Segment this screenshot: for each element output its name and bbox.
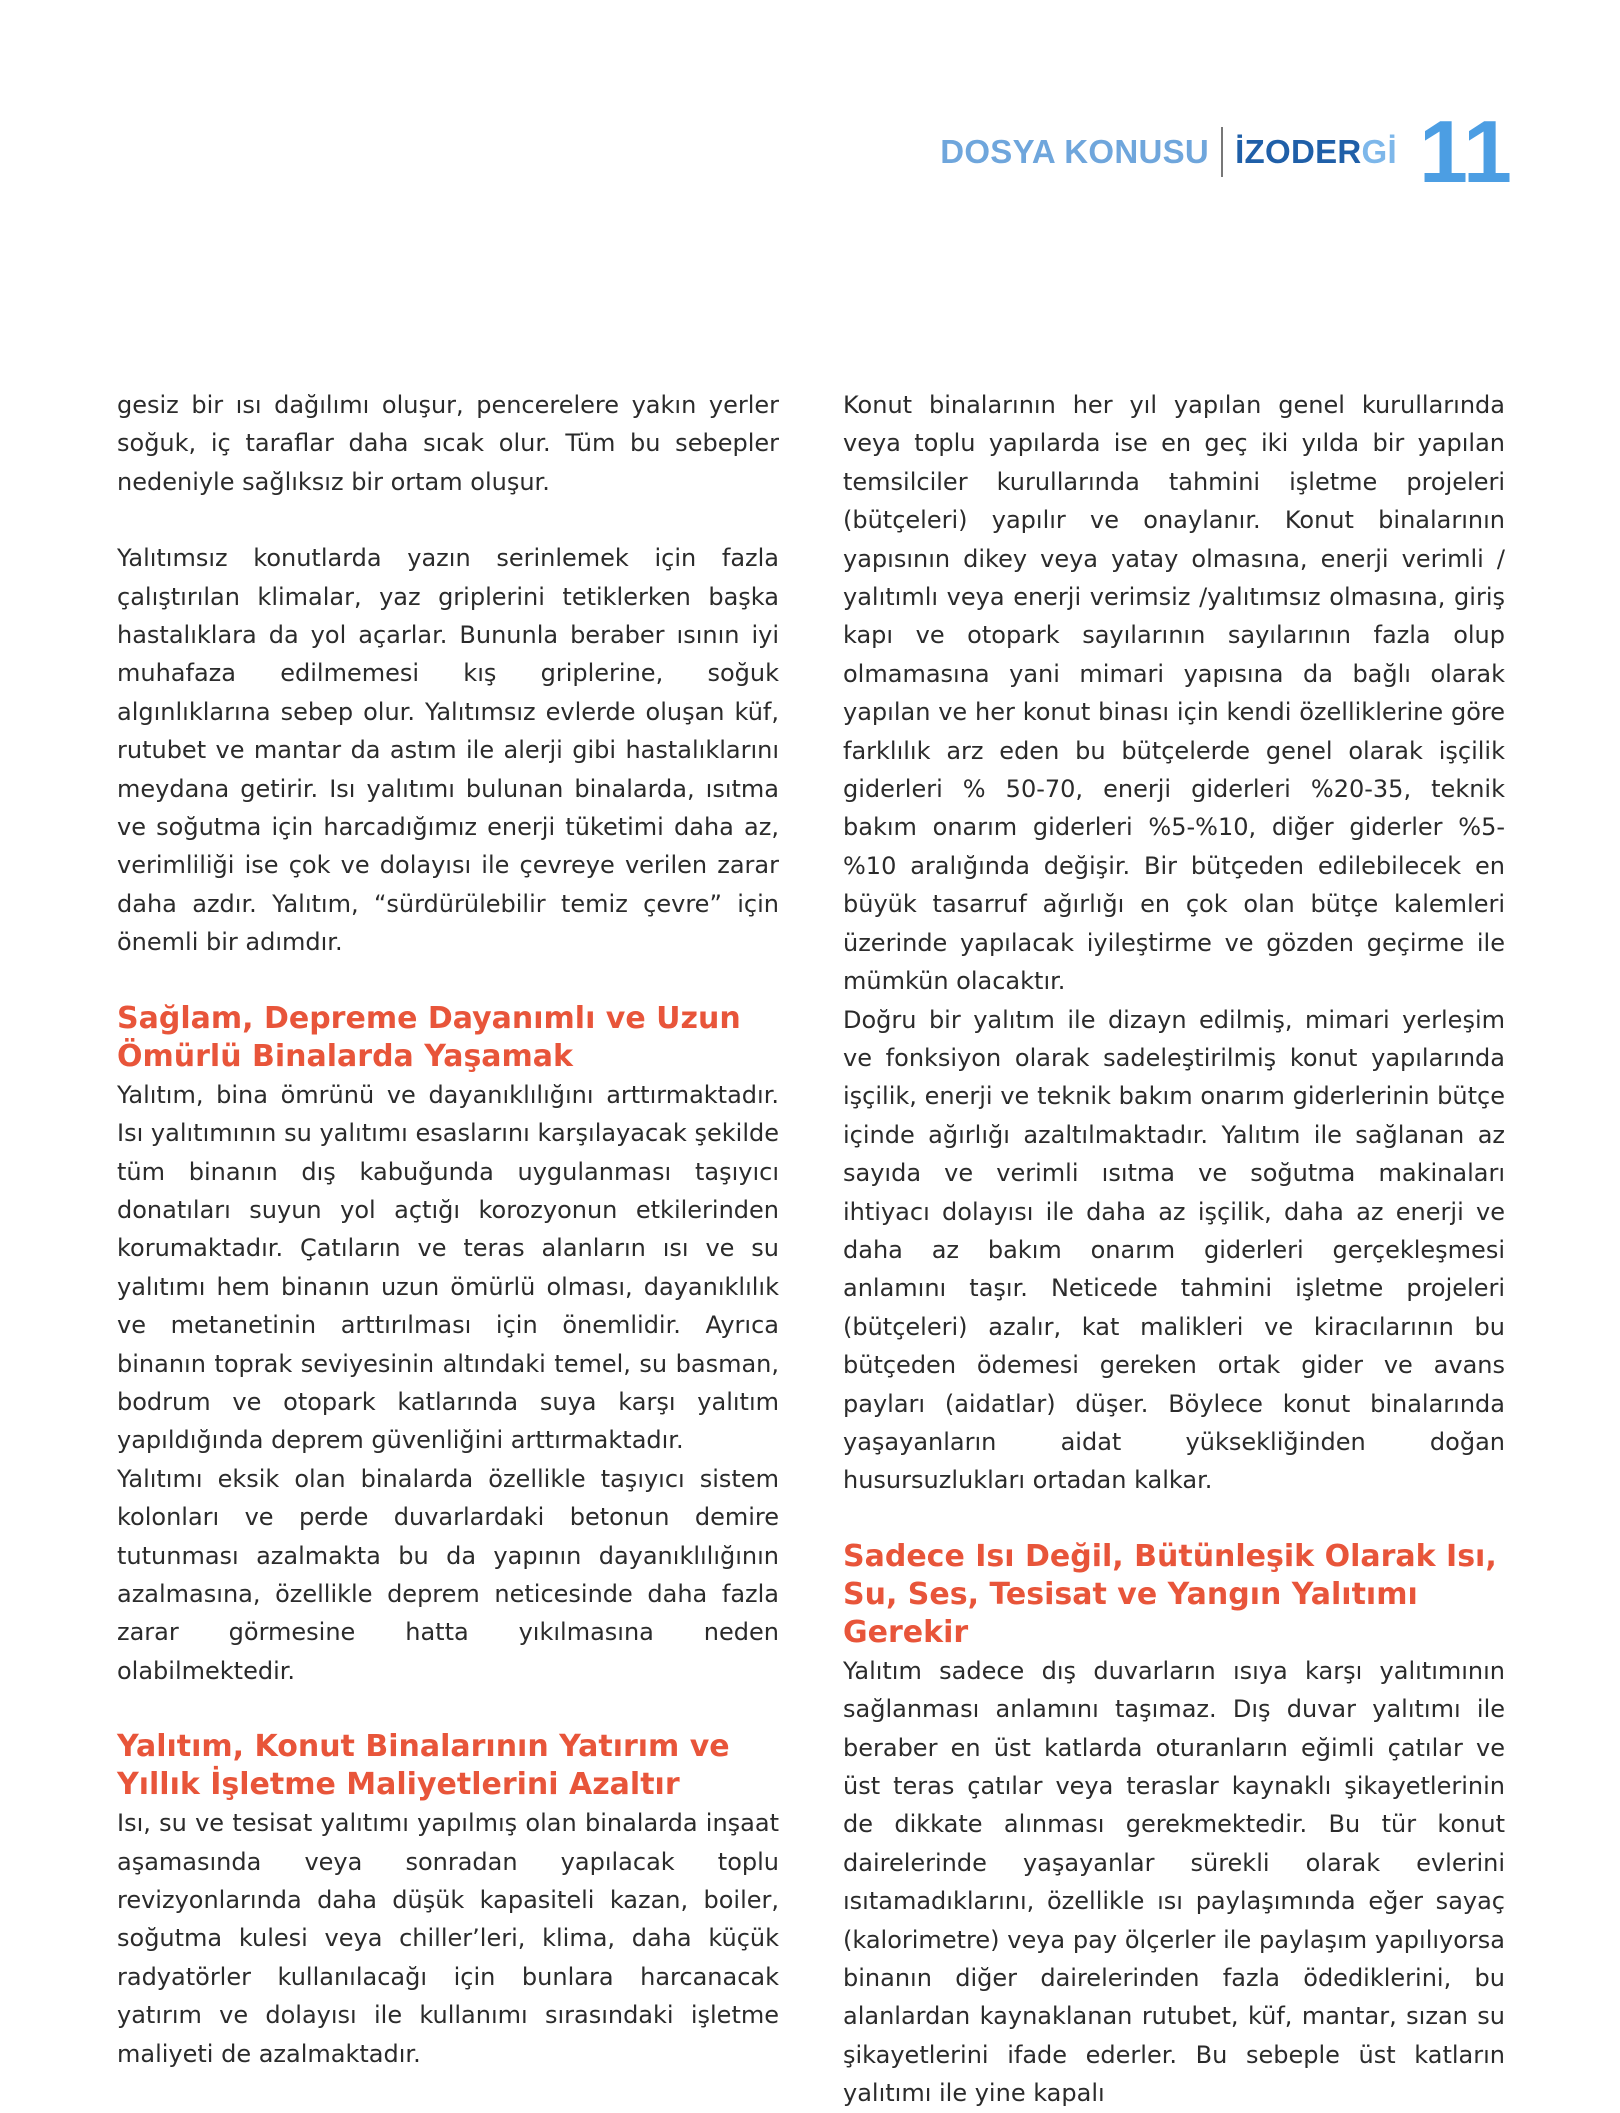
right-column xyxy=(843,386,1505,2113)
left-column xyxy=(117,386,779,2073)
section-heading: Yalıtım, Konut Binalarının Yatırım ve Yıllık İşletme Maliyetlerini Azaltır xyxy=(117,1729,730,1803)
magazine-logo xyxy=(1235,133,1397,171)
logo-suffix: Gİ xyxy=(1361,133,1397,170)
paragraph: Yalıtım, bina ömrünü ve dayanıklılığını arttırmaktadır. Isı yalıtımının su yalıtımı esaslarını karşılayacak şekilde tüm binanın dış kabuğunda uygulanması taşıyıcı donatıları suyun yol açtığı korozyonun etkilerinden korumaktadır. Çatıların ve teras alanların ısı ve su yalıtımı hem binanın uzun ömürlü olması, dayanıklılık ve metanetinin arttırılması için önemlidir. Ayrıca binanın toprak seviyesinin altındaki temel, su basman, bodrum ve otopark katlarında suya karşı yalıtım yapıldığında deprem güvenliğini arttırmaktadır. xyxy=(117,1080,779,1455)
paragraph: Yalıtımsız konutlarda yazın serinlemek için fazla çalıştırılan klimalar, yaz griplerini tetiklerken başka hastalıklara da yol açarlar. Bununla beraber ısının iyi muhafaza edilmemesi kış griplerine, soğuk algınlıklarına sebep olur. Yalıtımsız evlerde oluşan küf, rutubet ve mantar da astım ile alerji gibi hastalıklarını meydana getirir. Isı yalıtımı bulunan binalarda, ısıtma ve soğutma için harcadığımız enerji tüketimi daha az, verimliliği ise çok ve dolayısı ile çevreye verilen zarar daha azdır. Yalıtım, “sürdürülebilir temiz çevre” için önemli bir adımdır. xyxy=(117,544,779,957)
header-divider xyxy=(1221,127,1223,177)
section-heading: Sadece Isı Değil, Bütünleşik Olarak Isı, Su, Ses, Tesisat ve Yangın Yalıtımı Gerekir xyxy=(843,1538,1497,1650)
paragraph: Yalıtım sadece dış duvarların ısıya karşı yalıtımının sağlanması anlamını taşımaz. Dış duvar yalıtımı ile beraber en üst katlarda oturanların eğimli çatılar ve üst teras çatılar veya teraslar kaynaklı şikayetlerinin de dikkate alınması gerekmektedir. Bu tür konut dairelerinde yaşayanlar sürekli olarak evlerini ısıtamadıklarını, özellikle ısı paylaşımında eğer sayaç (kalorimetre) veya pay ölçerler ile paylaşım yapılıyorsa binanın diğer dairelerinden fazla ödediklerini, bu alanlardan kaynaklanan rutubet, küf, mantar, sızan su şikayetlerini ifade ederler. Bu sebeple üst katların yalıtımı ile yine kapalı xyxy=(843,1656,1505,2108)
page-number: 11 xyxy=(1418,102,1512,201)
paragraph: Isı, su ve tesisat yalıtımı yapılmış olan binalarda inşaat aşamasında veya sonradan yapılacak toplu revizyonlarında daha düşük kapasiteli kazan, boiler, soğutma kulesi veya chiller’leri, klima, daha küçük radyatörler kullanılacağı için bunlara harcanacak yatırım ve dolayısı ile kullanımı sırasındaki işletme maliyeti de azalmaktadır. xyxy=(117,1809,779,2068)
logo-main: İZODER xyxy=(1235,133,1362,170)
paragraph: Konut binalarının her yıl yapılan genel kurullarında veya toplu yapılarda ise en geç iki yılda bir yapılan temsilciler kurullarında tahmini işletme projeleri (bütçeleri) yapılır ve onaylanır. Konut binalarının yapısının dikey veya yatay olmasına, enerji verimli / yalıtımlı veya enerji verimsiz /yalıtımsız olmasına, giriş kapı ve otopark sayılarının sayılarının fazla olup olmamasına yani mimari yapısına da bağlı olarak yapılan ve her konut binası için kendi özelliklerine göre farklılık arz eden bu bütçelerde genel olarak işçilik giderleri % 50-70, enerji giderleri %20-35, teknik bakım onarım giderleri %5-%10, diğer giderler %5-%10 aralığında değişir. Bir bütçeden edilebilecek en büyük tasarruf ağırlığı en çok olan bütçe kalemleri üzerinde yapılacak iyileştirme ve gözden geçirme ile mümkün olacaktır. xyxy=(843,391,1505,996)
paragraph: gesiz bir ısı dağılımı oluşur, pencerelere yakın yerler soğuk, iç taraflar daha sıcak olur. Tüm bu sebepler nedeniyle sağlıksız bir ortam oluşur. xyxy=(117,391,779,496)
page-header xyxy=(940,102,1512,201)
section-title: DOSYA KONUSU xyxy=(940,133,1210,170)
section-heading: Sağlam, Depreme Dayanımlı ve Uzun Ömürlü Binalarda Yaşamak xyxy=(117,1000,741,1074)
paragraph: Yalıtımı eksik olan binalarda özellikle taşıyıcı sistem kolonları ve perde duvarlardaki betonun demire tutunması azalmakta bu da yapının dayanıklılığının azalmasına, özellikle deprem neticesinde daha fazla zarar görmesine hatta yıkılmasına neden olabilmektedir. xyxy=(117,1464,779,1685)
paragraph: Doğru bir yalıtım ile dizayn edilmiş, mimari yerleşim ve fonksiyon olarak sadeleştirilmiş konut yapılarında işçilik, enerji ve teknik bakım onarım giderlerinin bütçe içinde ağırlığı azaltılmaktadır. Yalıtım ile sağlanan az sayıda ve verimli ısıtma ve soğutma makinaları ihtiyacı dolayısı ile daha az işçilik, daha az enerji ve daha az bakım onarım giderleri gerçekleşmesi anlamını taşır. Neticede tahmini işletme projeleri (bütçeleri) azalır, kat malikleri ve kiracılarının bu bütçeden ödemesi gereken ortak gider ve avans payları (aidatlar) düşer. Böylece konut binalarında yaşayanların aidat yüksekliğinden doğan husursuzlukları ortadan kalkar. xyxy=(843,1005,1505,1495)
